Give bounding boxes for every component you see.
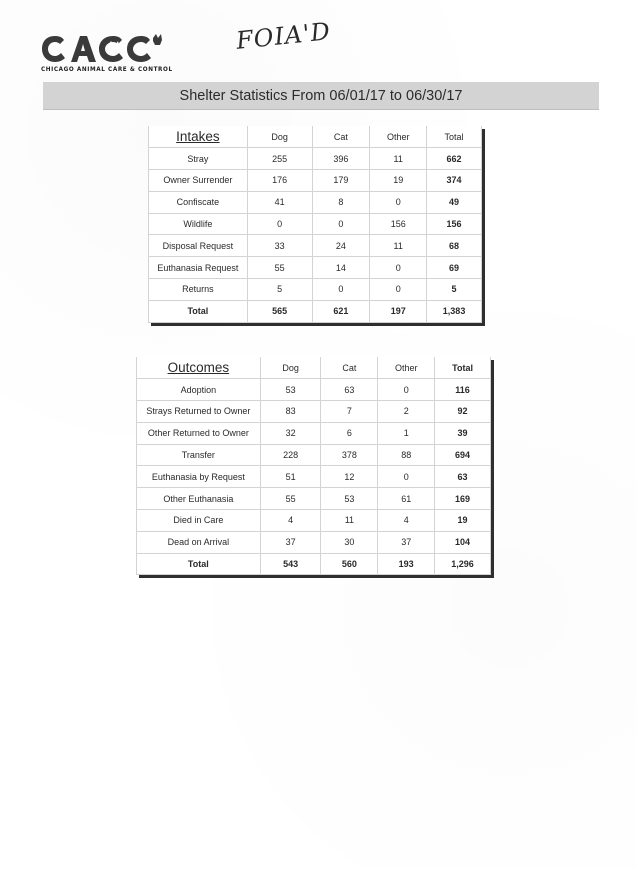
table-row — [149, 170, 482, 192]
dog-value: 4 — [260, 510, 321, 532]
row-label: Disposal Request — [149, 235, 248, 257]
report-title-banner — [43, 82, 599, 110]
row-label: Transfer — [137, 444, 261, 466]
column-header-other: Other — [370, 126, 427, 148]
dog-value: 41 — [247, 191, 312, 213]
dog-value: 51 — [260, 466, 321, 488]
other-value: 37 — [378, 531, 435, 553]
cat-value: 0 — [312, 279, 370, 301]
total-value: 662 — [427, 148, 482, 170]
other-value: 156 — [370, 213, 427, 235]
cat-value: 8 — [312, 191, 370, 213]
total-value: 68 — [427, 235, 482, 257]
table-row — [137, 401, 491, 423]
column-header-total: Total — [435, 357, 491, 379]
dog-value: 176 — [247, 170, 312, 192]
row-label: Died in Care — [137, 510, 261, 532]
cat-value: 0 — [312, 213, 370, 235]
total-value: 39 — [435, 422, 491, 444]
column-header-cat: Cat — [321, 357, 378, 379]
row-label: Adoption — [137, 379, 261, 401]
total-value: 374 — [427, 170, 482, 192]
outcomes-heading: Outcomes — [137, 357, 261, 379]
cat-value: 12 — [321, 466, 378, 488]
cat-value: 63 — [321, 379, 378, 401]
cat-value: 621 — [312, 300, 370, 322]
table-row — [149, 191, 482, 213]
row-label: Total — [149, 300, 248, 322]
dog-value: 53 — [260, 379, 321, 401]
other-value: 2 — [378, 401, 435, 423]
intakes-heading: Intakes — [149, 126, 248, 148]
total-value: 19 — [435, 510, 491, 532]
total-value: 104 — [435, 531, 491, 553]
table-row — [137, 531, 491, 553]
dog-value: 543 — [260, 553, 321, 575]
dog-value: 32 — [260, 422, 321, 444]
table-row — [137, 488, 491, 510]
other-value: 193 — [378, 553, 435, 575]
total-value: 156 — [427, 213, 482, 235]
table-row — [149, 213, 482, 235]
cat-value: 53 — [321, 488, 378, 510]
dog-value: 55 — [247, 257, 312, 279]
row-label: Other Returned to Owner — [137, 422, 261, 444]
row-label: Stray — [149, 148, 248, 170]
total-row — [137, 553, 491, 575]
table-row — [137, 510, 491, 532]
cat-value: 396 — [312, 148, 370, 170]
dog-value: 5 — [247, 279, 312, 301]
column-header-other: Other — [378, 357, 435, 379]
row-label: Other Euthanasia — [137, 488, 261, 510]
total-value: 116 — [435, 379, 491, 401]
cacc-logo — [41, 34, 181, 80]
other-value: 19 — [370, 170, 427, 192]
other-value: 61 — [378, 488, 435, 510]
row-label: Confiscate — [149, 191, 248, 213]
table-header-row — [137, 357, 491, 379]
column-header-dog: Dog — [247, 126, 312, 148]
dog-value: 33 — [247, 235, 312, 257]
row-label: Total — [137, 553, 261, 575]
total-value: 69 — [427, 257, 482, 279]
dog-value: 83 — [260, 401, 321, 423]
table-row — [149, 235, 482, 257]
row-label: Strays Returned to Owner — [137, 401, 261, 423]
cacc-logo-mark — [41, 34, 165, 64]
dog-value: 55 — [260, 488, 321, 510]
column-header-cat: Cat — [312, 126, 370, 148]
dog-value: 255 — [247, 148, 312, 170]
logo-subtitle: CHICAGO ANIMAL CARE & CONTROL — [41, 67, 173, 73]
row-label: Euthanasia by Request — [137, 466, 261, 488]
outcomes-table — [136, 357, 491, 575]
cat-value: 11 — [321, 510, 378, 532]
handwritten-note: FOIA'D — [234, 17, 333, 55]
other-value: 11 — [370, 235, 427, 257]
table-row — [137, 422, 491, 444]
column-header-total: Total — [427, 126, 482, 148]
total-value: 694 — [435, 444, 491, 466]
table-row — [149, 279, 482, 301]
total-value: 1,296 — [435, 553, 491, 575]
report-title: Shelter Statistics From 06/01/17 to 06/30/17 — [179, 87, 463, 104]
table-row — [149, 257, 482, 279]
table-row — [137, 466, 491, 488]
table-row — [149, 148, 482, 170]
other-value: 0 — [378, 466, 435, 488]
total-value: 169 — [435, 488, 491, 510]
other-value: 11 — [370, 148, 427, 170]
other-value: 1 — [378, 422, 435, 444]
cat-value: 6 — [321, 422, 378, 444]
cat-value: 30 — [321, 531, 378, 553]
cat-value: 560 — [321, 553, 378, 575]
other-value: 0 — [378, 379, 435, 401]
cat-value: 14 — [312, 257, 370, 279]
row-label: Euthanasia Request — [149, 257, 248, 279]
dog-value: 565 — [247, 300, 312, 322]
total-value: 1,383 — [427, 300, 482, 322]
cat-value: 179 — [312, 170, 370, 192]
table-row — [137, 444, 491, 466]
other-value: 4 — [378, 510, 435, 532]
table-header-row — [149, 126, 482, 148]
total-value: 5 — [427, 279, 482, 301]
total-row — [149, 300, 482, 322]
row-label: Dead on Arrival — [137, 531, 261, 553]
column-header-dog: Dog — [260, 357, 321, 379]
other-value: 0 — [370, 257, 427, 279]
cat-value: 378 — [321, 444, 378, 466]
other-value: 0 — [370, 279, 427, 301]
total-value: 63 — [435, 466, 491, 488]
row-label: Returns — [149, 279, 248, 301]
dog-value: 37 — [260, 531, 321, 553]
other-value: 88 — [378, 444, 435, 466]
cat-value: 24 — [312, 235, 370, 257]
intakes-table — [148, 126, 482, 323]
row-label: Owner Surrender — [149, 170, 248, 192]
cat-value: 7 — [321, 401, 378, 423]
row-label: Wildlife — [149, 213, 248, 235]
total-value: 49 — [427, 191, 482, 213]
dog-value: 0 — [247, 213, 312, 235]
other-value: 0 — [370, 191, 427, 213]
table-row — [137, 379, 491, 401]
dog-value: 228 — [260, 444, 321, 466]
other-value: 197 — [370, 300, 427, 322]
total-value: 92 — [435, 401, 491, 423]
